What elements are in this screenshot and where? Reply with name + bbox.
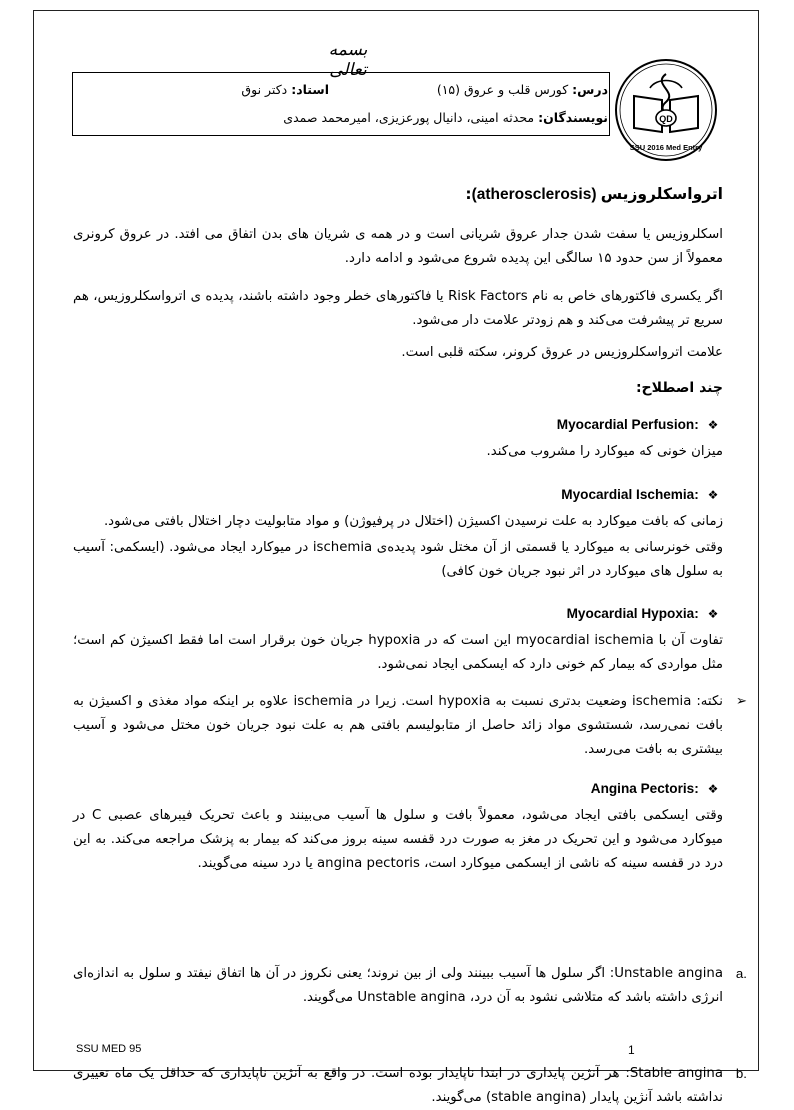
arrow-bullet-icon: ➢ — [735, 694, 747, 709]
diamond-bullet-icon: ❖ — [707, 418, 719, 432]
hypoxia-title: Myocardial Hypoxia: — [566, 606, 699, 621]
angina-heading — [73, 777, 723, 802]
intro-paragraph-1: اسکلروزیس یا سفت شدن جدار عروق شریانی است و در همه ی شریان های بدن اتفاق می افتد. در عروق کرونری معمولاً از سن حدود ۱۵ سالگی این پدیده شروع می‌شود و ادامه دارد. — [73, 227, 723, 266]
diamond-bullet-icon: ❖ — [707, 607, 719, 621]
ischemia-body-2: وقتی خونرسانی به میوکارد یا قسمتی از آن مختل شود پدیده‌ی ischemia در میوکارد ایجاد می‌شود. (ایسکمی: آسیب به سلول های میوکارد در اثر نبود جریان خون کافی) — [73, 540, 723, 579]
footer-label: SSU MED 95 — [76, 1043, 142, 1055]
hypoxia-note: ➢ نکته: ischemia وضعیت بدتری نسبت به hypoxia است. زیرا در ischemia علاوه بر اینکه مواد مغذی و اکسیژن به بافت نمی‌رسد، شستشوی مواد زائد حاصل از متابولیسم بافتی هم به علت نبود جریان خون مختل می‌شود و آسیب بیشتری به بافت می‌رسد. — [73, 690, 747, 762]
angina-body: وقتی ایسکمی بافتی ایجاد می‌شود، معمولاً بافت و سلول ها آسیب می‌بینند و باعث تحریک فیبرهای عصبی C در میوکارد می‌شود و این تحریک در مغز به صورت درد قفسه سینه بروز می‌کند که بیمار به پزشک مراجعه می‌کند. به این درد در قفسه سینه که ناشی از ایسکمی میوکارد است، angina pectoris یا درد سینه می‌گویند. — [73, 808, 724, 871]
main-title — [73, 182, 723, 208]
intro-paragraph-3: علامت اترواسکلروزیس در عروق کرونر، سکته قلبی است. — [401, 345, 723, 360]
basmala: بسمه تعالی — [328, 40, 368, 80]
svg-text:QD: QD — [659, 114, 673, 124]
angina-item-b: b. Stable angina: هر آنژین پایداری در ابتدا ناپایدار بوده است. در واقع به آنژین ناپایداری که حداقل یک ماه تغییری نداشته باشد آنژین پایدار (stable angina) می‌گویند. — [73, 1062, 747, 1110]
item-marker: a. — [735, 966, 747, 981]
authors-line — [283, 110, 608, 125]
teacher-label: استاد: — [291, 82, 329, 97]
title-fa: اترواسکلروزیس — [600, 185, 723, 203]
university-logo — [612, 56, 720, 164]
angina-title: Angina Pectoris: — [590, 781, 699, 796]
terms-heading: چند اصطلاح: — [635, 380, 723, 396]
perfusion-title: Myocardial Perfusion: — [556, 417, 699, 432]
ischemia-heading — [73, 483, 723, 508]
ischemia-title: Myocardial Ischemia: — [561, 487, 699, 502]
perfusion-body: میزان خونی که میوکارد را مشروب می‌کند. — [486, 444, 723, 459]
svg-text:SSU 2016 Med Entry: SSU 2016 Med Entry — [629, 143, 703, 152]
title-en: (atherosclerosis) — [471, 186, 597, 203]
course-label: درس: — [572, 82, 608, 97]
hypoxia-heading — [73, 602, 723, 627]
authors-value: محدثه امینی، دانیال پورعزیزی، امیرمحمد صمدی — [283, 110, 535, 125]
course-line — [437, 82, 608, 97]
item-marker: b. — [735, 1066, 747, 1081]
page-number: 1 — [628, 1043, 635, 1057]
angina-item-a: a. Unstable angina: اگر سلول ها آسیب ببینند ولی از بین نروند؛ یعنی نکروز در آن ها اتفاق نیفتد و سلول به اندازه‌ای انرژی داشته باشد که متلاشی نشود به آن درد، Unstable angina می‌گویند. — [73, 962, 747, 1010]
authors-label: نویسندگان: — [538, 110, 608, 125]
teacher-value: دکتر نوق — [241, 82, 288, 97]
title-colon: : — [465, 185, 472, 203]
perfusion-heading — [73, 413, 723, 438]
diamond-bullet-icon: ❖ — [707, 782, 719, 796]
diamond-bullet-icon: ❖ — [707, 488, 719, 502]
intro-paragraph-2: اگر یکسری فاکتورهای خاص به نام Risk Factors یا فاکتورهای خطر وجود داشته باشند، پدیده ی اترواسکلروزیس، هم سریع تر پیشرفت می‌کند و هم زودتر علامت دار می‌شود. — [73, 289, 724, 328]
hypoxia-body: تفاوت آن با myocardial ischemia این است که در hypoxia جریان خون برقرار است اما فقط اکسیژن کم است؛ مثل مواردی که بیمار کم خونی دارد که ایسکمی ایجاد نمی‌شود. — [73, 633, 723, 672]
course-value: کورس قلب و عروق (۱۵) — [436, 82, 569, 97]
ischemia-body-1: زمانی که بافت میوکارد به علت نرسیدن اکسیژن (اختلال در پرفیوژن) و مواد متابولیت دچار اختلال بافتی می‌شود. — [103, 514, 723, 529]
teacher-line — [241, 82, 329, 97]
